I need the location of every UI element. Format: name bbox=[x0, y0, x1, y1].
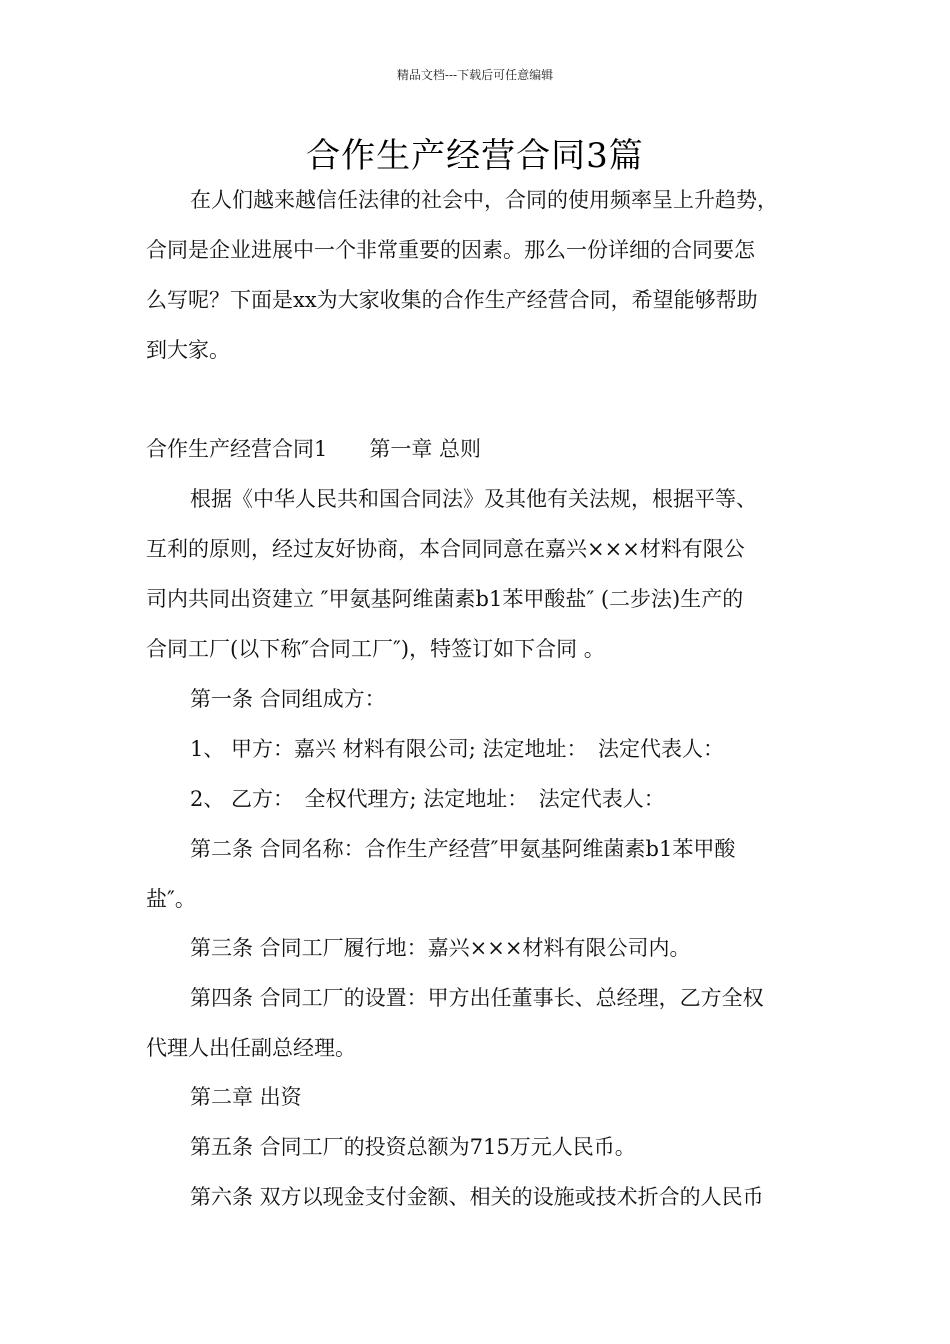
paragraph-line: 根据《中华人民共和国合同法》及其他有关法规，根据平等、 bbox=[190, 487, 757, 511]
section-heading: 合作生产经营合同1 第一章 总则 bbox=[146, 437, 482, 461]
paragraph-line: 司内共同出资建立 ″甲氨基阿维菌素b1苯甲酸盐″ (二步法)生产的 bbox=[146, 587, 744, 611]
paragraph-line: 合同工厂(以下称″合同工厂″)，特签订如下合同 。 bbox=[146, 637, 605, 661]
paragraph-line: 在人们越来越信任法律的社会中，合同的使用频率呈上升趋势， bbox=[190, 188, 778, 212]
document-title: 合作生产经营合同3篇 bbox=[306, 136, 644, 176]
article-line: 2、 乙方： 全权代理方; 法定地址： 法定代表人： bbox=[190, 787, 665, 811]
article-line: 第五条 合同工厂的投资总额为715万元人民币。 bbox=[190, 1135, 636, 1159]
article-line: 盐″。 bbox=[146, 887, 196, 911]
article-line: 第二条 合同名称：合作生产经营″甲氨基阿维菌素b1苯甲酸 bbox=[190, 837, 736, 861]
article-line: 代理人出任副总经理。 bbox=[146, 1036, 356, 1060]
article-line: 第六条 双方以现金支付金额、相关的设施或技术折合的人民币 bbox=[190, 1185, 764, 1209]
article-line: 第一条 合同组成方： bbox=[190, 687, 386, 711]
chapter-heading: 第二章 出资 bbox=[190, 1085, 302, 1109]
paragraph-line: 互利的原则，经过友好协商，本合同同意在嘉兴×××材料有限公 bbox=[146, 537, 745, 561]
page-header: 精品文档---下载后可任意编辑 bbox=[396, 68, 554, 82]
article-line: 第四条 合同工厂的设置：甲方出任董事长、总经理，乙方全权 bbox=[190, 986, 764, 1010]
paragraph-line: 么写呢？下面是xx为大家收集的合作生产经营合同，希望能够帮助 bbox=[146, 288, 758, 312]
article-line: 1、 甲方：嘉兴 材料有限公司; 法定地址： 法定代表人： bbox=[190, 737, 724, 761]
paragraph-line: 到大家。 bbox=[146, 338, 230, 362]
paragraph-line: 合同是企业进展中一个非常重要的因素。那么一份详细的合同要怎 bbox=[146, 238, 755, 262]
article-line: 第三条 合同工厂履行地：嘉兴×××材料有限公司内。 bbox=[190, 936, 691, 960]
